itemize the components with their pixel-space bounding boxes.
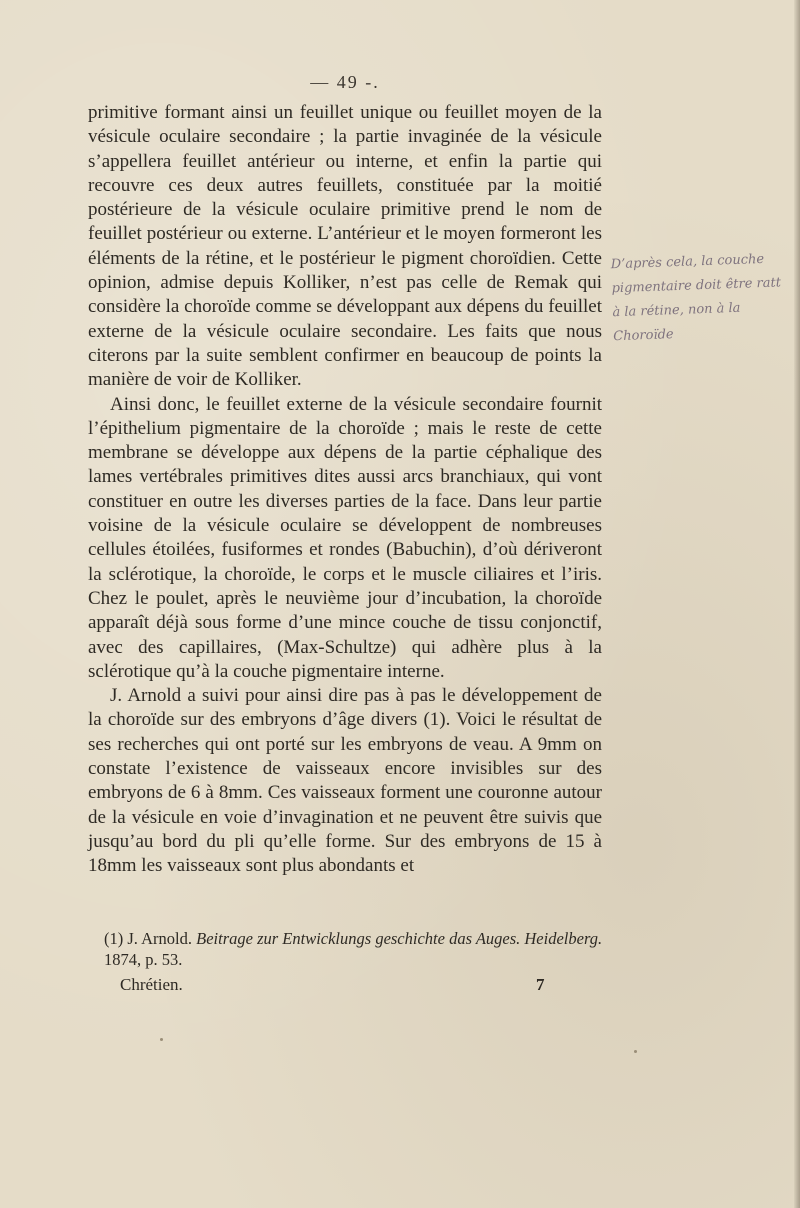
annotation-line: pigmentaire doit être ratt [611,275,782,297]
handwritten-margin-note [610,247,799,349]
footnote-prefix: (1) J. Arnold. [104,929,197,948]
paragraph-1: primitive formant ainsi un feuillet unique ou feuillet moyen de la vésicule oculaire secondaire ; la partie invaginée de la vésicule s’appellera feuillet antérieur ou interne, et enfin la partie qui recouvre ces deux autres feuillets, constituée par la moitié postérieure de la vésicule oculaire primitive prend le nom de feuillet postérieur ou externe. L’antérieur et le moyen formeront les éléments de la rétine, et le postérieur le pigment choroïdien. Cette opinion, admise depuis Kolliker, n’est pas celle de Remak qui considère la choroïde comme se développant aux dépens du feuillet externe de la vésicule oculaire secondaire. Les faits que nous citerons par la suite semblent confirmer en beaucoup de points la manière de voir de Kolliker. [88,102,602,391]
paper-speck [634,1050,637,1053]
paragraph-2: Ainsi donc, le feuillet externe de la vésicule secondaire fournit l’épithelium pigmentaire de la choroïde ; mais le reste de cette membrane se développe aux dépens de la partie céphalique des lames vertébrales primitives dites aussi arcs branchiaux, qui vont constituer en outre les diverses parties de la face. Dans leur partie voisine de la vésicule oculaire se développent de nombreuses cellules étoilées, fusiformes et rondes (Babuchin), d’où dériveront la sclérotique, la choroïde, le corps et le muscle ciliaires et l’iris. Chez le poulet, après le neuvième jour d’incubation, la choroïde apparaît déjà sous forme d’une mince couche de tissu conjonctif, avec des capillaires, (Max-Schultze) qui adhère plus à la sclérotique qu’à la couche pigmentaire interne. [88,393,602,682]
footnote-title: Beitrage zur Entwicklungs geschichte das Auges. Heidelberg. [196,929,603,948]
main-text [88,101,602,879]
paragraph-3: J. Arnold a suivi pour ainsi dire pas à pas le développement de la choroïde sur des embryons d’âge divers (1). Voici le résultat de ses recherches qui ont porté sur les embryons de veau. A 9mm on constate l’existence de vaisseaux encore invisibles sur des embryons de 6 à 8mm. Ces vaisseaux forment une couronne autour de la vésicule en voie d’invagination et ne peuvent être suivis que jusqu’au bord du pli qu’elle forme. Sur des embryons de 15 à 18mm les vaisseaux sont plus abondants et [88,685,602,877]
signature-author: Chrétien. [120,975,183,994]
footnote [104,928,624,970]
annotation-line: à la rétine, non à la [612,300,741,321]
page-number: — 49 -. [310,72,380,92]
page-edge-shadow [794,0,800,1208]
footnote-suffix: 1874, p. 53. [104,950,183,969]
paper-speck [160,1038,163,1041]
signature-line [120,975,600,995]
annotation-line: D’après cela, la couche [610,251,765,273]
annotation-line: Choroïde [613,327,674,345]
signature-mark: 7 [536,975,545,994]
